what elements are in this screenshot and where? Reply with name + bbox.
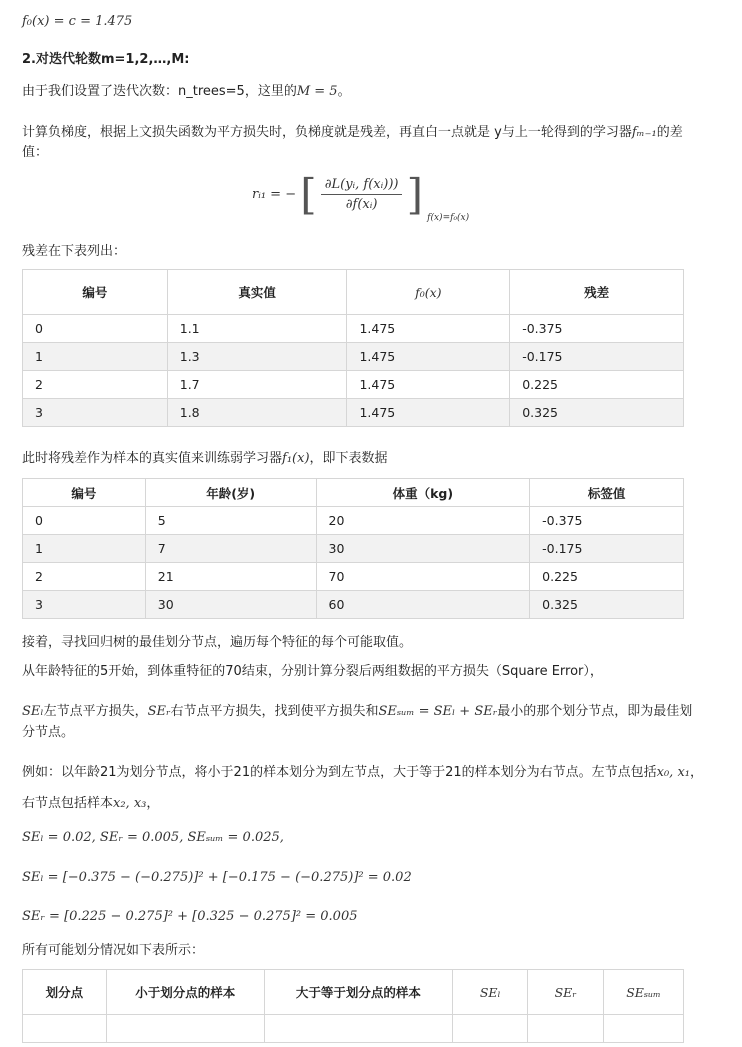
gradient-suffix: 的差 (656, 125, 683, 140)
table-cell: 1 (23, 343, 168, 371)
trees-text: 由于我们设置了迭代次数：n_trees=5，这里的 (22, 84, 297, 99)
table-cell: 1.7 (167, 371, 347, 399)
table-cell: -0.375 (510, 315, 684, 343)
se-text-1: 左节点平方损失， (43, 704, 148, 719)
table-cell: 20 (316, 507, 530, 535)
col-header-greater-equal: 大于等于划分点的样本 (264, 970, 453, 1015)
example-right-samples: x₂, x₃ (113, 796, 147, 811)
table-row (23, 315, 684, 343)
table-cell (23, 1015, 107, 1043)
se-paragraph-line1 (22, 700, 692, 719)
formula-right-bracket: ] (406, 170, 423, 219)
formula-numerator: ∂L(yᵢ, f(xᵢ))) (321, 177, 403, 195)
table-cell: 70 (316, 563, 530, 591)
table-cell: 1.475 (347, 399, 510, 427)
table-cell: 0 (23, 507, 146, 535)
gradient-text: 计算负梯度，根据上文损失函数为平方损失时，负梯度就是残差，再直白一点就是 y与上一轮得到的学习器 (22, 125, 632, 140)
table-row (23, 535, 684, 563)
col-header-se-right: SEᵣ (528, 970, 604, 1015)
col-header-se-sum: SEₛᵤₘ (604, 970, 684, 1015)
train-math: f₁(x) (282, 451, 310, 466)
formula-fraction (321, 177, 403, 212)
formula-left-bracket: [ (300, 170, 317, 219)
table-cell (453, 1015, 528, 1043)
se-right-equation: SEᵣ = [0.225 − 0.275]² + [0.325 − 0.275]² = 0.005 (22, 909, 358, 924)
f0-equation: f₀(x) = c = 1.475 (22, 14, 133, 29)
example-end-2: ， (146, 796, 160, 811)
se-left-equation: SEₗ = [−0.375 − (−0.275)]² + [−0.175 − (−0.275)]² = 0.02 (22, 870, 412, 885)
table-row (23, 591, 684, 619)
table-cell: -0.175 (510, 343, 684, 371)
col-header-f0: f₀(x) (347, 270, 510, 315)
table-cell: 30 (316, 535, 530, 563)
col-header-se-left: SEₗ (453, 970, 528, 1015)
table-cell: 2 (23, 563, 146, 591)
col-header-weight: 体重（kg) (316, 479, 530, 507)
table-header-row (23, 270, 684, 315)
gradient-paragraph-line1 (22, 121, 683, 140)
se-right-math: SEᵣ (147, 704, 171, 719)
table-cell: 3 (23, 591, 146, 619)
residual-formula (252, 170, 469, 223)
table-cell: 1.475 (347, 315, 510, 343)
table-cell (528, 1015, 604, 1043)
table-row (23, 343, 684, 371)
table-cell (604, 1015, 684, 1043)
table-cell: 21 (145, 563, 316, 591)
table-cell: 30 (145, 591, 316, 619)
example-end: ， (690, 765, 704, 780)
table-cell: 2 (23, 371, 168, 399)
residual-intro: 残差在下表列出： (22, 244, 127, 259)
table-cell (106, 1015, 264, 1043)
formula-subscript: f(x)=f₀(x) (427, 213, 470, 223)
table-cell (264, 1015, 453, 1043)
residual-table (22, 269, 684, 427)
gradient-math: fₘ₋₁ (631, 125, 657, 140)
square-error-paragraph: 从年龄特征的5开始，到体重特征的70结束，分别计算分裂后两组数据的平方损失（Square Error）， (22, 664, 603, 679)
trees-math: M = 5 (296, 84, 338, 99)
table-cell: 1.1 (167, 315, 347, 343)
table-cell: -0.375 (530, 507, 684, 535)
table-cell: 1.475 (347, 371, 510, 399)
table-cell: 1.8 (167, 399, 347, 427)
example-text: 例如：以年龄21为划分节点，将小于21的样本划分为到左节点，大于等于21的样本划分为右节点。左节点包括 (22, 765, 657, 780)
se-sum-math: SEₛᵤₘ = SEₗ + SEᵣ (378, 704, 498, 719)
formula-denominator: ∂f(xᵢ) (345, 197, 378, 212)
train-suffix: ，即下表数据 (309, 451, 388, 466)
col-header-label: 标签值 (530, 479, 684, 507)
example-paragraph-line2 (22, 792, 159, 811)
se-text-3: 最小的那个划分节点，即为最佳划 (497, 704, 693, 719)
col-header-id: 编号 (23, 479, 146, 507)
train-intro (22, 447, 388, 466)
example-text-2: 右节点包括样本 (22, 796, 114, 811)
table-cell: 1.3 (167, 343, 347, 371)
table-cell: 1 (23, 535, 146, 563)
table-cell: 0.325 (530, 591, 684, 619)
se-paragraph-line2: 分节点。 (22, 725, 75, 740)
col-header-age: 年龄(岁) (145, 479, 316, 507)
example-paragraph-line1 (22, 761, 703, 780)
table-cell: -0.175 (530, 535, 684, 563)
se-text-2: 右节点平方损失，找到使平方损失和 (170, 704, 379, 719)
se-left-math: SEₗ (22, 704, 44, 719)
formula-lhs: rᵢ₁ = − (252, 187, 297, 202)
trees-suffix: 。 (337, 84, 351, 99)
se-values-equation: SEₗ = 0.02, SEᵣ = 0.005, SEₛᵤₘ = 0.025, (22, 830, 284, 845)
table-cell: 60 (316, 591, 530, 619)
table-header-row (23, 970, 684, 1015)
train-text: 此时将残差作为样本的真实值来训练弱学习器 (22, 451, 283, 466)
table-cell: 7 (145, 535, 316, 563)
split-search-paragraph: 接着，寻找回归树的最佳划分节点，遍历每个特征的每个可能取值。 (22, 635, 413, 650)
col-header-residual: 残差 (510, 270, 684, 315)
step2-heading: 2.对迭代轮数m=1,2,…,M: (22, 52, 190, 67)
table-row (23, 1015, 684, 1043)
table-row (23, 371, 684, 399)
table-cell: 1.475 (347, 343, 510, 371)
training-data-table (22, 478, 684, 619)
table-cell: 5 (145, 507, 316, 535)
table-cell: 0.325 (510, 399, 684, 427)
table-cell: 0.225 (530, 563, 684, 591)
splits-table (22, 969, 684, 1043)
table-cell: 0.225 (510, 371, 684, 399)
col-header-split-point: 划分点 (23, 970, 107, 1015)
all-splits-intro: 所有可能划分情况如下表所示： (22, 943, 205, 958)
trees-paragraph (22, 80, 351, 99)
col-header-true-value: 真实值 (167, 270, 347, 315)
table-row (23, 507, 684, 535)
table-row (23, 399, 684, 427)
example-left-samples: x₀, x₁ (656, 765, 690, 780)
gradient-paragraph-line2: 值： (22, 145, 49, 160)
col-header-less-than: 小于划分点的样本 (106, 970, 264, 1015)
table-header-row (23, 479, 684, 507)
table-cell: 0 (23, 315, 168, 343)
table-row (23, 563, 684, 591)
table-cell: 3 (23, 399, 168, 427)
col-header-id: 编号 (23, 270, 168, 315)
